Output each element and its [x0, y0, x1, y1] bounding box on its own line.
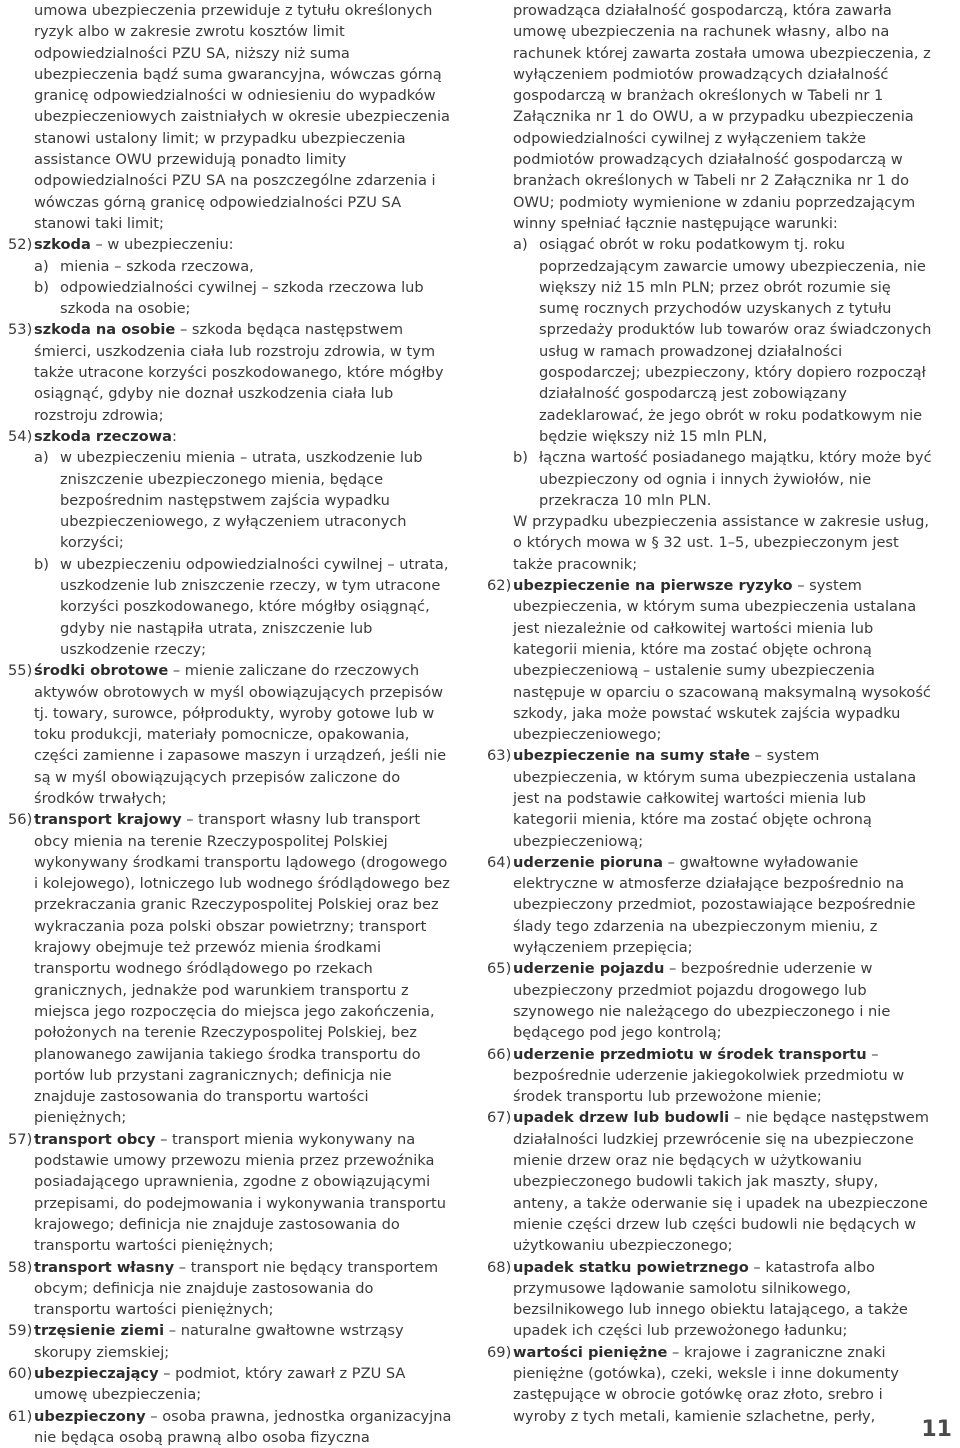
sub-text: mienia – szkoda rzeczowa, [60, 257, 254, 275]
definition-62 [487, 575, 932, 745]
definition-60 [8, 1363, 454, 1406]
item-number: 59) [8, 1322, 33, 1340]
definition-text: – transport własny lub transport obcy mienia na terenie Rzeczypospolitej Polskiej wykonywany środkami transportu lądowego (drogowego i kolejowego), lotniczego lub wodnego śródlądowego bez przekraczania granic Rzeczypospolitej Polskiej oraz bez wykraczania poza polski obszar powietrzny; transport krajowy obejmuje też przewóz mienia środkami transportu wodnego śródlądowego po rzekach granicznych, jednakże pod warunkiem transportu z miejsca jego rozpoczęcia do miejsca jego zakończenia, położonych na terenie Rzeczypospolitej Polskiej, bez planowanego zawijania takiego środka transportu do portów lub przystani zagranicznych; definicja nie znajduje zastosowania do transportu wartości pieniężnych; [34, 811, 450, 1127]
sub-item [513, 447, 932, 511]
definition-text: – transport nie będący transportem obcym; definicja nie znajduje zastosowania do transportu wartości pieniężnych; [34, 1258, 439, 1319]
item-number: 62) [487, 577, 512, 595]
sub-item [34, 447, 454, 553]
item-number: 53) [8, 321, 33, 339]
sub-item [34, 277, 454, 320]
term: trzęsienie ziemi [34, 1322, 165, 1340]
definition-text: – nie będące następstwem działalności ludzkiej przewrócenie się na ubezpieczone mienie drzew oraz nie będących w użytkowaniu ubezpieczonego budowli takich jak maszty, słupy, anteny, a także oderwanie się i upadek na ubezpieczone mienie części drzew lub części budowli nie będących w użytkowaniu ubezpieczonego; [513, 1109, 929, 1255]
term: wartości pieniężne [513, 1343, 668, 1361]
term: transport własny [34, 1258, 175, 1276]
item-number: 55) [8, 662, 33, 680]
definition-61 [8, 1406, 454, 1448]
left-column [8, 0, 454, 1448]
item-number: 65) [487, 960, 512, 978]
definition-64 [487, 852, 932, 958]
sub-text: osiągać obrót w roku podatkowym tj. roku poprzedzającym zawarcie umowy ubezpieczenia, nie większy niż 15 mln PLN; przez obrót rozumie się sumę rocznych przychodów uzyskanych z tytułu sprzedaży produktów lub towarów oraz świadczonych usług w ramach prowadzonej działalności gospodarczej; ubezpieczony, który dopiero rozpoczął działalność gospodarczą jest zobowiązany zadeklarować, że jego obrót w roku podatkowym nie będzie większy niż 15 mln PLN, [539, 236, 932, 445]
right-column [487, 0, 932, 1427]
definition-58 [8, 1257, 454, 1321]
sub-label: b) [34, 278, 49, 296]
definition-text: – szkoda będąca następstwem śmierci, uszkodzenia ciała lub rozstroju zdrowia, w tym także utracone korzyści poszkodowanego, które mógłby osiągnąć, gdyby nie doznał uszkodzenia ciała lub rozstroju zdrowia; [34, 321, 444, 424]
definition-text: – system ubezpieczenia, w którym suma ubezpieczenia ustalana jest na podstawie całkowitej wartości mienia lub kategorii mienia, które ma zostać objęte ochroną ubezpieczeniową; [513, 747, 917, 850]
definition-69 [487, 1342, 932, 1427]
definition-68 [487, 1257, 932, 1342]
sub-item [513, 234, 932, 447]
continuation-block [487, 0, 932, 575]
definition-56 [8, 809, 454, 1128]
term: środki obrotowe [34, 662, 169, 680]
sub-text: w ubezpieczeniu mienia – utrata, uszkodzenie lub zniszczenie ubezpieczonego mienia, będące bezpośrednim następstwem zajścia wypadku ubezpieczeniowego, z wyłączeniem utraconych korzyści; [60, 449, 423, 552]
item-number: 64) [487, 853, 512, 871]
definition-text: – podmiot, który zawarł z PZU SA umowę ubezpieczenia; [34, 1365, 406, 1404]
continuation-paragraph: prowadząca działalność gospodarczą, która zawarła umowę ubezpieczenia na rachunek własny, albo na rachunek której zawarta została umowa ubezpieczenia, z wyłączeniem podmiotów prowadzących działalność gospodarczą w branżach określonych w Tabeli nr 1 Załącznika nr 1 do OWU, a w przypadku ubezpieczenia odpowiedzialności cywilnej z wyłączeniem także podmiotów prowadzących działalność gospodarczą w branżach określonych w Tabeli nr 2 Załącznika nr 1 do OWU; podmioty wymienione w zdaniu poprzedzającym winny spełniać łącznie następujące warunki: [513, 2, 931, 232]
term: ubezpieczenie na pierwsze ryzyko [513, 577, 793, 595]
definition-text: – gwałtowne wyładowanie elektryczne w atmosferze działające bezpośrednio na ubezpieczony przedmiot, pozostawiające bezpośrednie ślady tego zdarzenia na ubezpieczonym mieniu, z wyłączeniem przepięcia; [513, 853, 916, 957]
continuation-paragraph: umowa ubezpieczenia przewiduje z tytułu określonych ryzyk albo w zakresie zwrotu kosztów limit odpowiedzialności PZU SA, niższy niż suma ubezpieczenia bądź suma gwarancyjna, wówczas górną granicę odpowiedzialności w odniesieniu do wypadków ubezpieczeniowych zaistniałych w okresie ubezpieczenia stanowi ustalony limit; w przypadku ubezpieczenia assistance OWU przewidują ponadto limity odpowiedzialności PZU SA na poszczególne zdarzenia i wówczas górną granicę odpowiedzialności PZU SA stanowi taki limit; [34, 2, 451, 232]
sub-text: w ubezpieczeniu odpowiedzialności cywilnej – utrata, uszkodzenie lub zniszczenie rzeczy, w tym utracone korzyści poszkodowanego, które mógłby osiągnąć, gdyby nie nastąpiła utrata, zniszczenie lub uszkodzenie rzeczy; [60, 555, 449, 658]
definition-54 [8, 426, 454, 660]
definition-55 [8, 660, 454, 809]
term: szkoda [34, 236, 91, 254]
sub-label: a) [34, 257, 49, 275]
definition-text: – transport mienia wykonywany na podstawie umowy przewozu mienia przez przewoźnika posiadającego uprawnienia, zgodne z obowiązującymi przepisami, do podejmowania i wykonywania transportu krajowego; definicja nie znajduje zastosowania do transportu wartości pieniężnych; [34, 1130, 447, 1255]
definition-text: : [172, 427, 177, 445]
definition-text: – osoba prawna, jednostka organizacyjna nie będąca osobą prawną albo osoba fizyczna [34, 1407, 452, 1446]
item-number: 52) [8, 236, 33, 254]
definition-59 [8, 1320, 454, 1363]
item-number: 54) [8, 427, 33, 445]
item-number: 60) [8, 1365, 33, 1382]
item-number: 67) [487, 1109, 512, 1127]
definition-text: – krajowe i zagraniczne znaki pieniężne (gotówka), czeki, weksle i inne dokumenty zastępujące w obrocie gotówkę oraz złoto, srebro i wyroby z tych metali, kamienie szlachetne, perły, [513, 1343, 899, 1425]
item-number: 61) [8, 1407, 33, 1425]
term: transport krajowy [34, 811, 182, 829]
item-number: 66) [487, 1045, 512, 1063]
definition-text: – w ubezpieczeniu: [90, 236, 234, 254]
definition-66 [487, 1044, 932, 1108]
item-number: 63) [487, 747, 512, 765]
term: ubezpieczający [34, 1365, 159, 1382]
term: upadek drzew lub budowli [513, 1109, 730, 1127]
continuation-after: W przypadku ubezpieczenia assistance w zakresie usług, o których mowa w § 32 ust. 1–5, ubezpieczonym jest także pracownik; [513, 513, 930, 573]
sub-label: a) [34, 449, 49, 467]
sub-text: odpowiedzialności cywilnej – szkoda rzeczowa lub szkoda na osobie; [60, 278, 424, 318]
sub-item [34, 256, 454, 277]
term: uderzenie pioruna [513, 853, 663, 871]
term: uderzenie przedmiotu w środek transportu [513, 1045, 867, 1063]
definition-text: – bezpośrednie uderzenie w ubezpieczony przedmiot pojazdu drogowego lub szynowego nie należącego do ubezpieczonego i nie będącego pod jego kontrolą; [513, 960, 891, 1042]
item-number: 56) [8, 811, 33, 829]
sub-text: łączna wartość posiadanego majątku, który może być ubezpieczony od ognia i innych żywiołów, nie przekracza 10 mln PLN. [539, 449, 932, 509]
definition-text: – katastrofa albo przymusowe lądowanie samolotu silnikowego, bezsilnikowego lub innego obiektu latającego, a także upadek ich części lub przewożonego ładunku; [513, 1258, 908, 1340]
page-number: 11 [921, 1417, 952, 1442]
definition-text: – bezpośrednie uderzenie jakiegokolwiek przedmiotu w środek transportu lub przewożone mienie; [513, 1045, 905, 1106]
item-number: 57) [8, 1130, 33, 1148]
definition-52 [8, 234, 454, 319]
term: uderzenie pojazdu [513, 960, 665, 978]
definition-65 [487, 958, 932, 1043]
item-number: 69) [487, 1343, 512, 1361]
term: ubezpieczony [34, 1407, 146, 1425]
sub-label: a) [513, 236, 528, 254]
sub-label: b) [34, 555, 49, 573]
definition-53 [8, 319, 454, 425]
term: szkoda na osobie [34, 321, 176, 339]
term: ubezpieczenie na sumy stałe [513, 747, 751, 765]
sub-label: b) [513, 449, 528, 467]
term: upadek statku powietrznego [513, 1258, 749, 1276]
definition-57 [8, 1129, 454, 1257]
item-number: 58) [8, 1258, 33, 1276]
definition-67 [487, 1107, 932, 1256]
term: szkoda rzeczowa [34, 427, 172, 445]
sub-item [34, 554, 454, 660]
term: transport obcy [34, 1130, 156, 1148]
definition-63 [487, 745, 932, 851]
item-number: 68) [487, 1258, 512, 1276]
definition-text: – mienie zaliczane do rzeczowych aktywów obrotowych w myśl obowiązujących przepisów tj. towary, surowce, półprodukty, wyroby gotowe lub w toku produkcji, materiały pomocnicze, opakowania, części zamienne i zapasowe maszyn i urządzeń, jeśli nie są w myśl obowiązujących przepisów zaliczone do środków trwałych; [34, 662, 447, 807]
definition-text: – naturalne gwałtowne wstrząsy skorupy ziemskiej; [34, 1322, 404, 1361]
definition-text: – system ubezpieczenia, w którym suma ubezpieczenia ustalana jest niezależnie od całkowitej wartości mienia lub kategorii mienia, które ma zostać objęte ochroną ubezpieczeniową – ustalenie sumy ubezpieczenia następuje w oparciu o szacowaną maksymalną wysokość szkody, jaka może powstać wskutek zajścia wypadku ubezpieczeniowego; [513, 577, 931, 744]
